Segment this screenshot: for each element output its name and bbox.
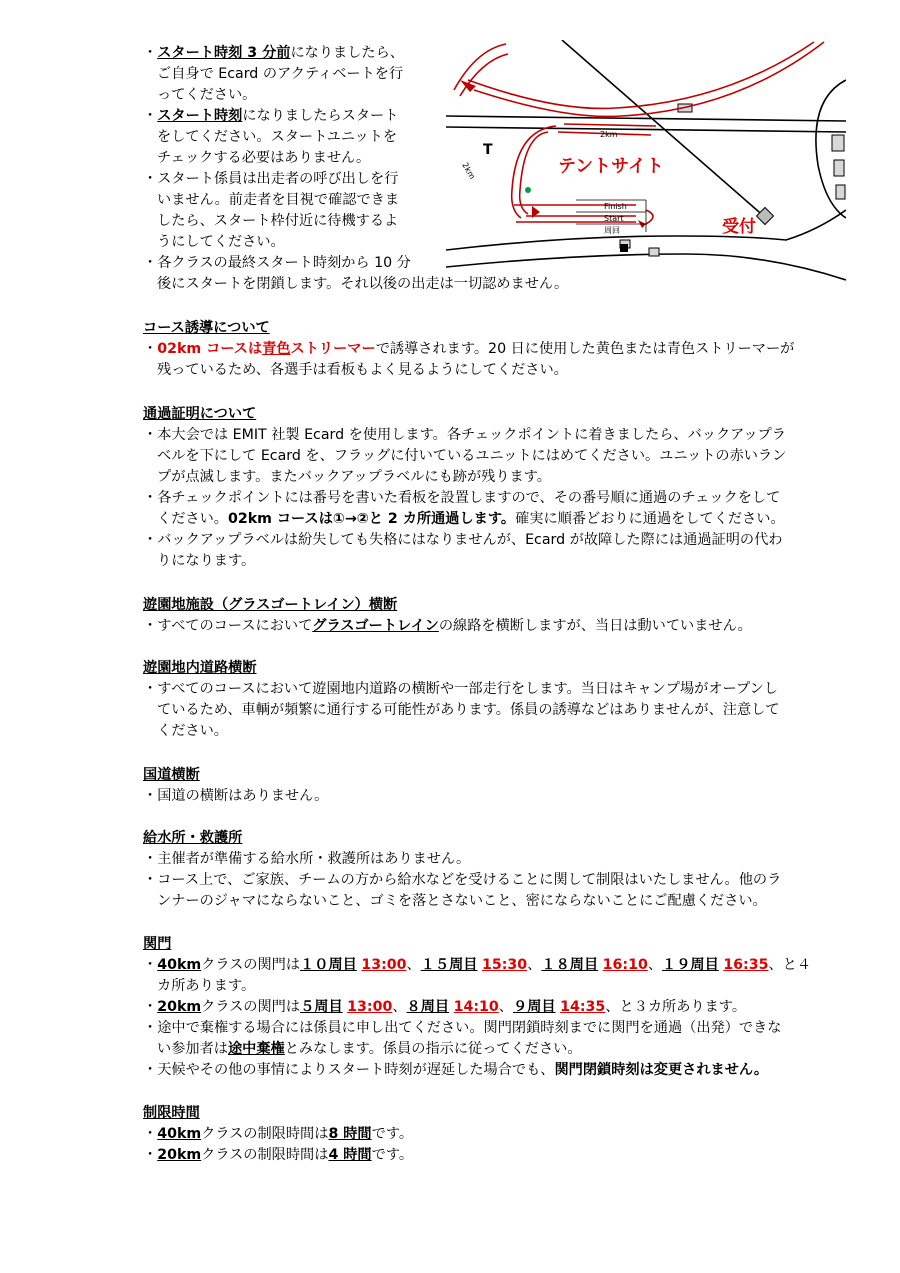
bullet: ・ bbox=[143, 999, 158, 1015]
reception-marker bbox=[757, 208, 774, 225]
national-line-1: ・国道の横断はありません。 bbox=[143, 788, 329, 804]
limit-row-20km bbox=[143, 1145, 413, 1166]
gate-lap: １０周目 bbox=[300, 957, 357, 973]
text: になりましたら、 bbox=[290, 45, 404, 61]
gate-time: 13:00 bbox=[347, 999, 393, 1015]
course-line-2: 残っているため、各選手は看板もよく見るようにしてください。 bbox=[157, 362, 568, 378]
map-green-dot bbox=[525, 187, 531, 193]
gate-lap: １５周目 bbox=[420, 957, 478, 973]
course-line-1 bbox=[143, 339, 794, 360]
gate-row-weather bbox=[143, 1060, 768, 1081]
text: ・天候やその他の事情によりスタート時刻が遅延した場合でも、 bbox=[143, 1062, 555, 1078]
limit-class-40km: 40km bbox=[157, 1126, 202, 1142]
gate-time: 14:35 bbox=[560, 999, 606, 1015]
text: とみなします。係員の指示に従ってください。 bbox=[284, 1041, 582, 1057]
start-bullet-3: ・スタート係員は出走者の呼び出しを行 bbox=[143, 171, 399, 187]
bullet: ・ bbox=[143, 108, 158, 124]
withdraw-emphasis: 途中棄権 bbox=[227, 1041, 285, 1057]
text: です。 bbox=[371, 1126, 414, 1142]
text: です。 bbox=[371, 1147, 414, 1163]
gate-row-40km-line-2: カ所あります。 bbox=[157, 978, 256, 994]
course-heading: コース誘導について bbox=[143, 320, 270, 336]
course-map bbox=[446, 40, 846, 282]
text: クラスの関門は bbox=[201, 999, 301, 1015]
text: になりましたらスタート bbox=[242, 108, 399, 124]
gate-lap: １８周目 bbox=[541, 957, 599, 973]
start-bullet-1 bbox=[143, 43, 404, 64]
gate-time: 13:00 bbox=[361, 957, 407, 973]
separator: 、 bbox=[527, 957, 542, 973]
text: 、と３カ所あります。 bbox=[605, 999, 747, 1015]
pass-line-7: りになります。 bbox=[157, 553, 256, 569]
separator: 、 bbox=[392, 999, 407, 1015]
pass-line-6: ・バックアップラベルは紛失しても失格にはなりませんが、Ecard が故障した際には通過証明の代わ bbox=[143, 532, 783, 548]
gate-class-40km: 40km bbox=[157, 957, 202, 973]
course-blue-emphasis: 青色 bbox=[262, 341, 291, 357]
gate-heading: 関門 bbox=[143, 936, 172, 952]
map-2km-left-label: 2km bbox=[460, 161, 477, 181]
bullet: ・ bbox=[143, 957, 158, 973]
separator: 、 bbox=[406, 957, 421, 973]
start-bullet-1-line-3: ってください。 bbox=[157, 87, 257, 103]
pass-heading: 通過証明について bbox=[143, 406, 257, 422]
start-bullet-4: ・各クラスの最終スタート時刻から 10 分 bbox=[143, 255, 411, 271]
separator: 、 bbox=[498, 999, 513, 1015]
text: ください。 bbox=[157, 511, 228, 527]
text: 確実に順番どおりに通過をしてください。 bbox=[515, 511, 785, 527]
map-course-lines bbox=[454, 42, 824, 224]
start-3min-emphasis: スタート時刻 3 分前 bbox=[157, 45, 291, 61]
gate-row-40km bbox=[143, 955, 811, 976]
limit-row-40km bbox=[143, 1124, 413, 1145]
pass-checkpoint-emphasis: 02km コースは①→②と 2 カ所通過します。 bbox=[227, 511, 516, 527]
road-line-1: ・すべてのコースにおいて遊園地内道路の横断や一部走行をします。当日はキャンプ場がオープンし bbox=[143, 681, 779, 697]
separator: 、 bbox=[647, 957, 663, 973]
text: クラスの関門は bbox=[201, 957, 301, 973]
start-time-emphasis: スタート時刻 bbox=[157, 108, 243, 124]
gate-lap: １９周目 bbox=[662, 957, 719, 973]
gate-class-20km: 20km bbox=[157, 999, 202, 1015]
text: で誘導されます。20 日に使用した黄色または青色ストリーマーが bbox=[375, 341, 795, 357]
gate-unchanged-emphasis: 関門閉鎖時刻は変更されません。 bbox=[554, 1062, 769, 1078]
bullet: ・ bbox=[143, 1126, 158, 1142]
limit-hours: 8 時間 bbox=[328, 1126, 372, 1142]
start-bullet-1-line-2: ご自身で Ecard のアクティベートを行 bbox=[157, 66, 404, 82]
gate-row-withdraw-line-2 bbox=[157, 1039, 582, 1060]
water-line-2: ・コース上で、ご家族、チームの方から給水などを受けることに関して制限はいたしません。他のラ bbox=[143, 872, 782, 888]
gate-time: 15:30 bbox=[482, 957, 528, 973]
text: クラスの制限時間は bbox=[201, 1147, 329, 1163]
pass-line-1: ・本大会では EMIT 社製 Ecard を使用します。各チェックポイントに着きましたら、バックアップラ bbox=[143, 427, 786, 443]
limit-class-20km: 20km bbox=[157, 1147, 202, 1163]
pass-line-3: プが点滅します。またバックアップラベルにも跡が残ります。 bbox=[157, 469, 551, 485]
train-line-1 bbox=[143, 616, 752, 637]
gate-time: 16:10 bbox=[602, 957, 648, 973]
map-reception-label: 受付 bbox=[722, 217, 756, 237]
start-bullet-2-line-2: をしてください。スタートユニットを bbox=[157, 129, 398, 145]
gate-time: 16:35 bbox=[723, 957, 769, 973]
pass-line-4: ・各チェックポイントには番号を書いた看板を設置しますので、その番号順に通過のチェックをして bbox=[143, 490, 781, 506]
start-bullet-3-line-2: いません。前走者を目視で確認できま bbox=[157, 192, 400, 208]
text: クラスの制限時間は bbox=[201, 1126, 329, 1142]
start-bullet-2 bbox=[143, 106, 398, 127]
text: 、と４ bbox=[768, 957, 812, 973]
pass-line-5 bbox=[157, 509, 785, 530]
map-2km-top-label: 2km bbox=[600, 130, 618, 139]
gate-lap: ５周目 bbox=[300, 999, 343, 1015]
flag-icon bbox=[620, 244, 628, 252]
train-name-emphasis: グラスゴートレイン bbox=[312, 618, 439, 634]
national-heading: 国道横断 bbox=[143, 767, 200, 783]
start-bullet-3-line-3: したら、スタート枠付近に待機するよ bbox=[157, 213, 399, 229]
map-t-mark: T bbox=[483, 142, 493, 158]
bullet: ・ bbox=[143, 45, 158, 61]
map-lap-label: 周回 bbox=[604, 226, 620, 235]
road-line-2: ているため、車輌が頻繁に通行する可能性があります。係員の誘導などはありませんが、注意して bbox=[157, 702, 780, 718]
start-bullet-4-line-2: 後にスタートを閉鎖します。それ以後の出走は一切認めません。 bbox=[157, 276, 569, 292]
limit-hours: 4 時間 bbox=[328, 1147, 372, 1163]
limit-heading: 制限時間 bbox=[143, 1105, 200, 1121]
gate-row-20km bbox=[143, 997, 746, 1018]
map-start-label: Start bbox=[604, 214, 624, 223]
train-heading: 遊園地施設（グラスゴートレイン）横断 bbox=[143, 597, 398, 613]
text: ・すべてのコースにおいて bbox=[143, 618, 313, 634]
water-line-3: ンナーのジャマにならないこと、ゴミを落とさないこと、密にならないことにご配慮ください。 bbox=[157, 893, 767, 909]
bullet: ・ bbox=[143, 341, 158, 357]
water-line-1: ・主催者が準備する給水所・救護所はありません。 bbox=[143, 851, 471, 867]
gate-row-withdraw: ・途中で棄権する場合には係員に申し出てください。関門閉鎖時刻までに関門を通過（出発）できな bbox=[143, 1020, 782, 1036]
gate-time: 14:10 bbox=[453, 999, 499, 1015]
map-tent-site-label: テントサイト bbox=[558, 156, 664, 177]
course-02km-red: 02km コースは bbox=[157, 341, 263, 357]
gate-lap: ９周目 bbox=[513, 999, 556, 1015]
pass-line-2: ベルを下にして Ecard を、フラッグに付いているユニットにはめてください。ユニットの赤いラン bbox=[157, 448, 787, 464]
road-line-3: ください。 bbox=[157, 723, 228, 739]
water-heading: 給水所・救護所 bbox=[143, 830, 243, 846]
text: の線路を横断しますが、当日は動いていません。 bbox=[438, 618, 752, 634]
text: い参加者は bbox=[157, 1041, 228, 1057]
gate-lap: ８周目 bbox=[406, 999, 450, 1015]
map-finish-label: Finish bbox=[604, 202, 627, 211]
start-bullet-3-line-4: うにしてください。 bbox=[157, 234, 285, 250]
course-streamer-red: ストリーマー bbox=[290, 341, 376, 357]
bullet: ・ bbox=[143, 1147, 158, 1163]
road-heading: 遊園地内道路横断 bbox=[143, 660, 257, 676]
start-bullet-2-line-3: チェックする必要はありません。 bbox=[157, 150, 371, 166]
